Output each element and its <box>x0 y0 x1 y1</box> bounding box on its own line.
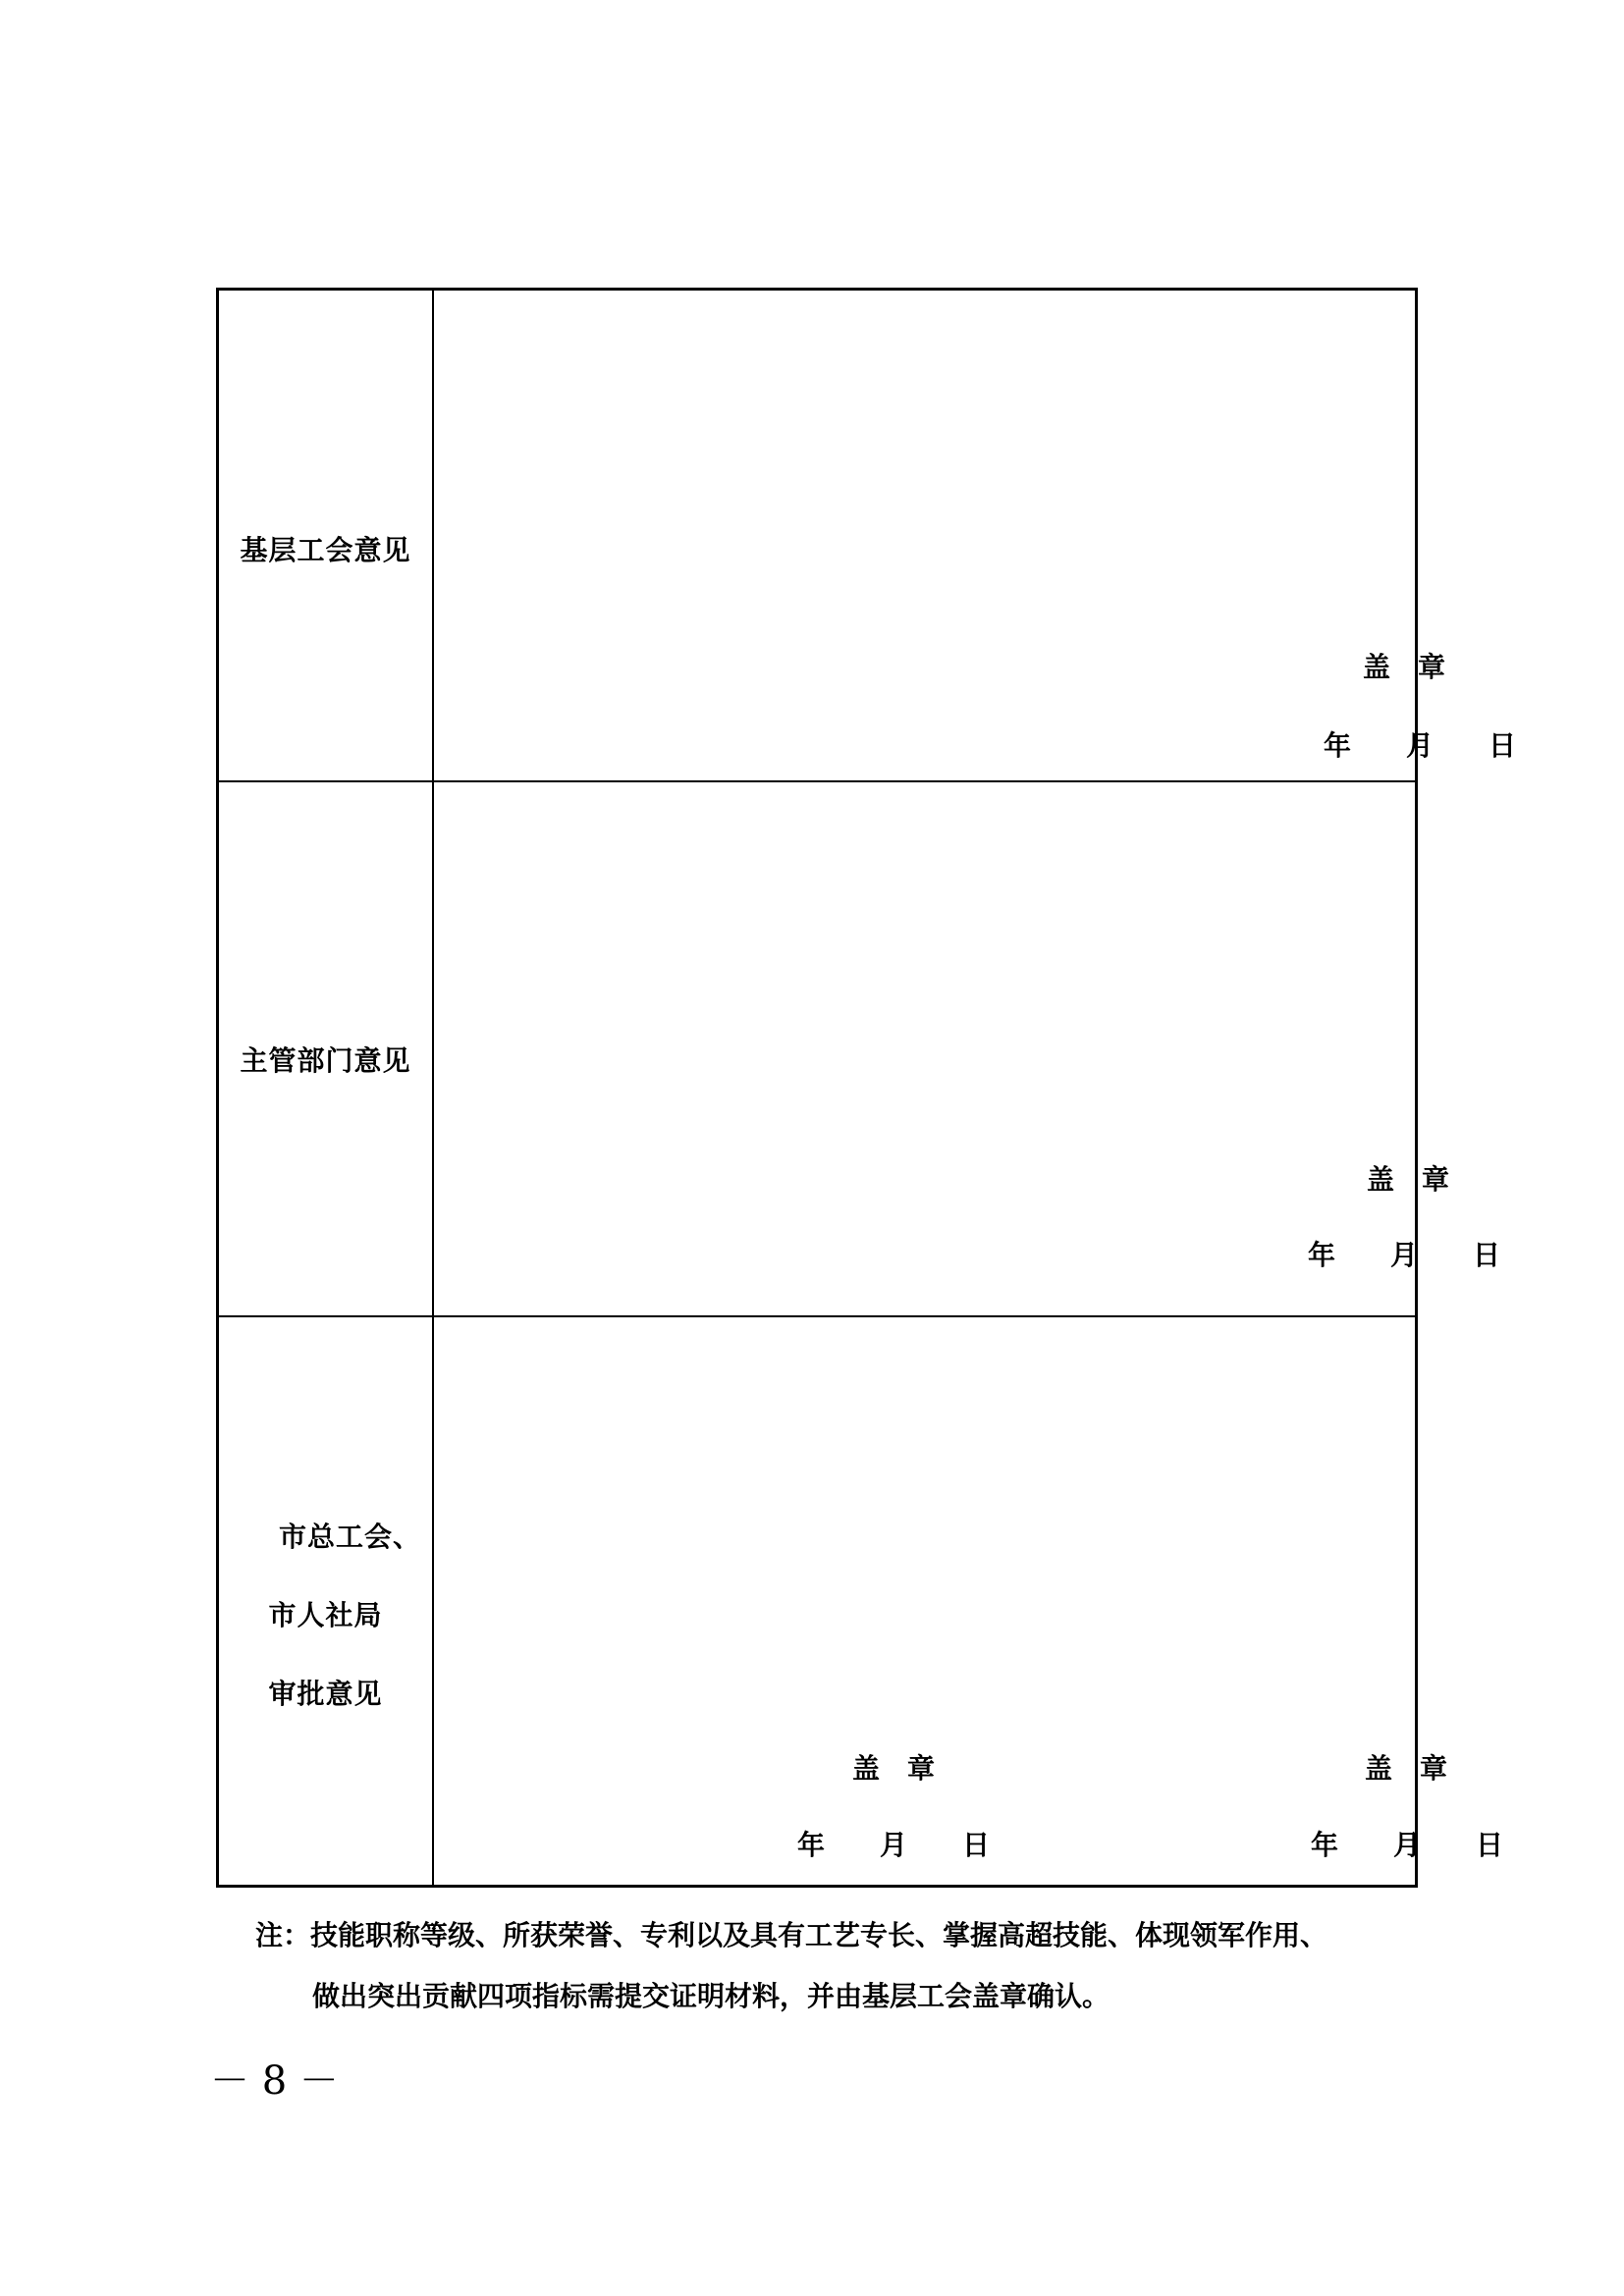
date-label: 年 月 日 <box>1324 729 1517 762</box>
supervising-dept-opinion-field[interactable] <box>434 782 1501 1315</box>
city-approval-opinion-row <box>219 1317 1504 1888</box>
grassroots-union-label: 基层工会意见 <box>240 534 411 566</box>
right-seal-label: 盖 章 <box>1365 1752 1448 1785</box>
city-hr-bureau-label-line: 市人社局 <box>268 1599 383 1631</box>
grassroots-union-opinion-row <box>219 291 1517 782</box>
footnote-line-1: 注：技能职称等级、所获荣誉、专利以及具有工艺专长、掌握高超技能、体现领军作用、 <box>255 1919 1328 1951</box>
seal-label: 盖 章 <box>1367 1163 1450 1196</box>
right-date-label: 年 月 日 <box>1311 1829 1504 1861</box>
seal-label: 盖 章 <box>1363 651 1446 683</box>
grassroots-union-opinion-field[interactable] <box>434 291 1517 780</box>
supervising-dept-opinion-row <box>219 782 1501 1317</box>
city-approval-label-cell <box>219 1317 434 1888</box>
footnote-line-2: 做出突出贡献四项指标需提交证明材料，并由基层工会盖章确认。 <box>312 1980 1110 2012</box>
date-label: 年 月 日 <box>1308 1239 1501 1271</box>
city-union-label-line: 市总工会、 <box>278 1521 421 1553</box>
approval-opinion-label-line: 审批意见 <box>268 1678 383 1710</box>
approval-form-table <box>216 288 1517 1888</box>
left-date-label: 年 月 日 <box>797 1829 991 1861</box>
city-approval-opinion-field[interactable] <box>434 1317 1504 1888</box>
supervising-dept-label: 主管部门意见 <box>240 1044 411 1077</box>
supervising-dept-label-cell <box>219 782 434 1315</box>
grassroots-union-label-cell <box>219 291 434 780</box>
left-seal-label: 盖 章 <box>852 1752 936 1785</box>
page-number: － 8 － <box>210 2058 339 2104</box>
